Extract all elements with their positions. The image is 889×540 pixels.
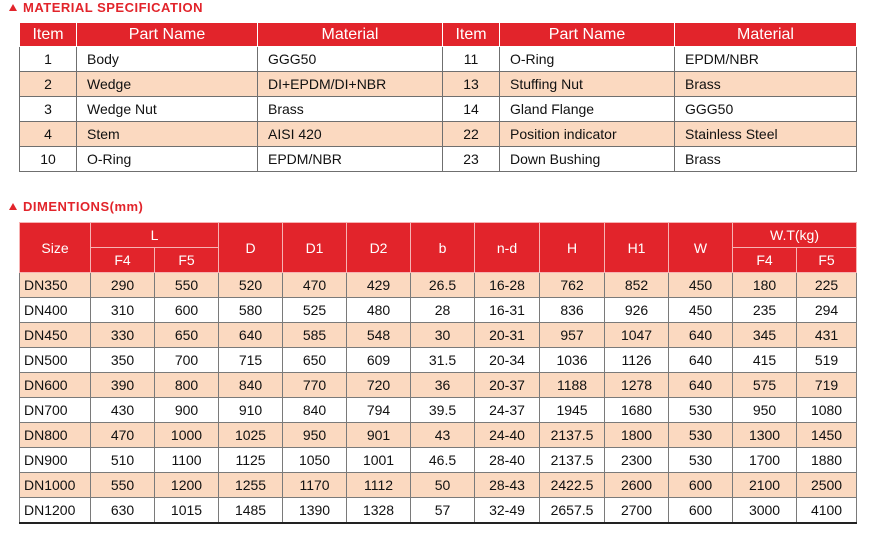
cell-w: 530: [669, 423, 733, 448]
cell-wt-f5: 1880: [797, 448, 857, 473]
cell-w: 530: [669, 448, 733, 473]
header-material: Material: [258, 23, 443, 47]
cell-d1: 585: [283, 323, 347, 348]
cell-d: 840: [219, 373, 283, 398]
cell-h: 1036: [540, 348, 605, 373]
cell-l-f4: 350: [91, 348, 155, 373]
cell-size: DN450: [20, 323, 91, 348]
cell-l-f5: 1100: [155, 448, 219, 473]
cell-wt-f4: 575: [733, 373, 797, 398]
cell-item-2: 13: [443, 72, 500, 97]
cell-size: DN1000: [20, 473, 91, 498]
cell-wt-f5: 2500: [797, 473, 857, 498]
cell-h: 1945: [540, 398, 605, 423]
cell-h1: 1126: [605, 348, 669, 373]
cell-d1: 950: [283, 423, 347, 448]
cell-l-f5: 800: [155, 373, 219, 398]
cell-w: 640: [669, 323, 733, 348]
cell-d2: 609: [347, 348, 411, 373]
cell-wt-f5: 225: [797, 273, 857, 298]
header-material-2: Material: [675, 23, 857, 47]
cell-w: 600: [669, 473, 733, 498]
cell-l-f5: 650: [155, 323, 219, 348]
cell-b: 36: [411, 373, 475, 398]
header-d2: D2: [347, 223, 411, 273]
cell-material: EPDM/NBR: [258, 147, 443, 172]
cell-material: GGG50: [258, 47, 443, 72]
dimension-header-row-1: [20, 223, 857, 248]
material-section-title: [9, 0, 203, 15]
header-part-name-2: Part Name: [500, 23, 675, 47]
cell-part-name-2: Down Bushing: [500, 147, 675, 172]
cell-d2: 480: [347, 298, 411, 323]
cell-n-d: 20-37: [475, 373, 540, 398]
cell-b: 46.5: [411, 448, 475, 473]
cell-b: 57: [411, 498, 475, 524]
cell-d2: 901: [347, 423, 411, 448]
cell-w: 450: [669, 273, 733, 298]
table-row: [20, 147, 857, 172]
header-h: H: [540, 223, 605, 273]
cell-h: 2422.5: [540, 473, 605, 498]
cell-h1: 926: [605, 298, 669, 323]
cell-n-d: 16-28: [475, 273, 540, 298]
cell-item-2: 14: [443, 97, 500, 122]
header-size: Size: [20, 223, 91, 273]
cell-size: DN350: [20, 273, 91, 298]
cell-d2: 429: [347, 273, 411, 298]
header-wt-f4: F4: [733, 248, 797, 273]
cell-item: 2: [20, 72, 77, 97]
cell-wt-f4: 235: [733, 298, 797, 323]
cell-l-f4: 310: [91, 298, 155, 323]
table-row: [20, 72, 857, 97]
table-row: [20, 473, 857, 498]
cell-material-2: Brass: [675, 147, 857, 172]
cell-h1: 2700: [605, 498, 669, 524]
table-row: [20, 298, 857, 323]
cell-h: 762: [540, 273, 605, 298]
cell-wt-f5: 1450: [797, 423, 857, 448]
cell-l-f4: 550: [91, 473, 155, 498]
cell-item: 10: [20, 147, 77, 172]
cell-h: 957: [540, 323, 605, 348]
cell-wt-f4: 950: [733, 398, 797, 423]
cell-size: DN600: [20, 373, 91, 398]
cell-l-f5: 600: [155, 298, 219, 323]
cell-b: 26.5: [411, 273, 475, 298]
cell-wt-f4: 1300: [733, 423, 797, 448]
cell-part-name-2: Position indicator: [500, 122, 675, 147]
cell-d1: 650: [283, 348, 347, 373]
cell-b: 50: [411, 473, 475, 498]
table-row: [20, 323, 857, 348]
cell-d1: 840: [283, 398, 347, 423]
cell-material-2: Brass: [675, 72, 857, 97]
cell-material: Brass: [258, 97, 443, 122]
cell-size: DN400: [20, 298, 91, 323]
cell-n-d: 20-34: [475, 348, 540, 373]
cell-h1: 1800: [605, 423, 669, 448]
header-item-2: Item: [443, 23, 500, 47]
cell-d1: 1050: [283, 448, 347, 473]
cell-b: 31.5: [411, 348, 475, 373]
dimension-table: [19, 222, 857, 524]
table-row: [20, 273, 857, 298]
cell-material: AISI 420: [258, 122, 443, 147]
cell-item: 3: [20, 97, 77, 122]
cell-d1: 1390: [283, 498, 347, 524]
cell-wt-f5: 294: [797, 298, 857, 323]
header-part-name: Part Name: [77, 23, 258, 47]
cell-l-f5: 900: [155, 398, 219, 423]
cell-material-2: Stainless Steel: [675, 122, 857, 147]
cell-wt-f4: 345: [733, 323, 797, 348]
header-item: Item: [20, 23, 77, 47]
cell-d: 910: [219, 398, 283, 423]
cell-l-f5: 1200: [155, 473, 219, 498]
cell-h1: 1680: [605, 398, 669, 423]
material-title-text: MATERIAL SPECIFICATION: [23, 0, 203, 15]
cell-item-2: 22: [443, 122, 500, 147]
cell-part-name: O-Ring: [77, 147, 258, 172]
cell-d1: 470: [283, 273, 347, 298]
cell-d2: 794: [347, 398, 411, 423]
cell-l-f4: 470: [91, 423, 155, 448]
cell-n-d: 28-43: [475, 473, 540, 498]
cell-n-d: 16-31: [475, 298, 540, 323]
cell-h: 836: [540, 298, 605, 323]
cell-w: 600: [669, 498, 733, 524]
cell-n-d: 28-40: [475, 448, 540, 473]
cell-part-name: Body: [77, 47, 258, 72]
cell-d2: 1112: [347, 473, 411, 498]
cell-w: 640: [669, 373, 733, 398]
cell-part-name-2: Gland Flange: [500, 97, 675, 122]
header-w: W: [669, 223, 733, 273]
cell-wt-f4: 2100: [733, 473, 797, 498]
cell-l-f4: 390: [91, 373, 155, 398]
cell-d: 1255: [219, 473, 283, 498]
cell-wt-f5: 431: [797, 323, 857, 348]
cell-wt-f5: 1080: [797, 398, 857, 423]
cell-item-2: 11: [443, 47, 500, 72]
cell-n-d: 24-40: [475, 423, 540, 448]
material-table: [19, 22, 857, 172]
cell-wt-f4: 1700: [733, 448, 797, 473]
table-row: [20, 97, 857, 122]
cell-b: 43: [411, 423, 475, 448]
header-n-d: n-d: [475, 223, 540, 273]
cell-n-d: 20-31: [475, 323, 540, 348]
cell-h: 2657.5: [540, 498, 605, 524]
cell-material: DI+EPDM/DI+NBR: [258, 72, 443, 97]
cell-d: 1485: [219, 498, 283, 524]
cell-b: 28: [411, 298, 475, 323]
cell-d: 1025: [219, 423, 283, 448]
cell-part-name-2: Stuffing Nut: [500, 72, 675, 97]
cell-wt-f5: 719: [797, 373, 857, 398]
triangle-icon: [9, 203, 17, 210]
cell-l-f4: 290: [91, 273, 155, 298]
cell-l-f4: 430: [91, 398, 155, 423]
cell-h: 2137.5: [540, 448, 605, 473]
dimension-title-text: DIMENTIONS(mm): [23, 199, 144, 214]
cell-size: DN700: [20, 398, 91, 423]
cell-b: 30: [411, 323, 475, 348]
cell-h1: 852: [605, 273, 669, 298]
cell-size: DN1200: [20, 498, 91, 524]
cell-item: 1: [20, 47, 77, 72]
cell-d: 520: [219, 273, 283, 298]
cell-part-name-2: O-Ring: [500, 47, 675, 72]
cell-l-f4: 510: [91, 448, 155, 473]
cell-l-f5: 1015: [155, 498, 219, 524]
cell-n-d: 32-49: [475, 498, 540, 524]
cell-h1: 1047: [605, 323, 669, 348]
cell-d1: 1170: [283, 473, 347, 498]
cell-n-d: 24-37: [475, 398, 540, 423]
header-b: b: [411, 223, 475, 273]
dimension-section-title: [9, 199, 143, 214]
table-row: [20, 398, 857, 423]
table-row: [20, 498, 857, 524]
cell-part-name: Wedge: [77, 72, 258, 97]
cell-d: 1125: [219, 448, 283, 473]
material-header-row: [20, 23, 857, 47]
cell-wt-f5: 519: [797, 348, 857, 373]
table-row: [20, 373, 857, 398]
cell-w: 450: [669, 298, 733, 323]
cell-w: 640: [669, 348, 733, 373]
table-row: [20, 348, 857, 373]
header-wt: W.T(kg): [733, 223, 857, 248]
cell-w: 530: [669, 398, 733, 423]
table-row: [20, 122, 857, 147]
cell-wt-f4: 180: [733, 273, 797, 298]
cell-d2: 548: [347, 323, 411, 348]
cell-d2: 1001: [347, 448, 411, 473]
cell-size: DN500: [20, 348, 91, 373]
header-l-f4: F4: [91, 248, 155, 273]
cell-l-f4: 330: [91, 323, 155, 348]
header-wt-f5: F5: [797, 248, 857, 273]
cell-h: 2137.5: [540, 423, 605, 448]
cell-d1: 525: [283, 298, 347, 323]
table-row: [20, 448, 857, 473]
header-d1: D1: [283, 223, 347, 273]
triangle-icon: [9, 4, 17, 11]
cell-wt-f4: 3000: [733, 498, 797, 524]
cell-part-name: Wedge Nut: [77, 97, 258, 122]
header-h1: H1: [605, 223, 669, 273]
cell-l-f5: 700: [155, 348, 219, 373]
cell-item: 4: [20, 122, 77, 147]
table-row: [20, 423, 857, 448]
cell-d: 640: [219, 323, 283, 348]
header-l: L: [91, 223, 219, 248]
cell-wt-f4: 415: [733, 348, 797, 373]
cell-material-2: GGG50: [675, 97, 857, 122]
header-d: D: [219, 223, 283, 273]
cell-d2: 1328: [347, 498, 411, 524]
cell-item-2: 23: [443, 147, 500, 172]
cell-l-f5: 1000: [155, 423, 219, 448]
cell-d1: 770: [283, 373, 347, 398]
cell-size: DN800: [20, 423, 91, 448]
cell-size: DN900: [20, 448, 91, 473]
cell-b: 39.5: [411, 398, 475, 423]
cell-h: 1188: [540, 373, 605, 398]
cell-d: 580: [219, 298, 283, 323]
cell-l-f5: 550: [155, 273, 219, 298]
cell-d2: 720: [347, 373, 411, 398]
cell-d: 715: [219, 348, 283, 373]
cell-wt-f5: 4100: [797, 498, 857, 524]
cell-h1: 1278: [605, 373, 669, 398]
cell-h1: 2300: [605, 448, 669, 473]
header-l-f5: F5: [155, 248, 219, 273]
cell-l-f4: 630: [91, 498, 155, 524]
table-row: [20, 47, 857, 72]
cell-material-2: EPDM/NBR: [675, 47, 857, 72]
cell-part-name: Stem: [77, 122, 258, 147]
cell-h1: 2600: [605, 473, 669, 498]
